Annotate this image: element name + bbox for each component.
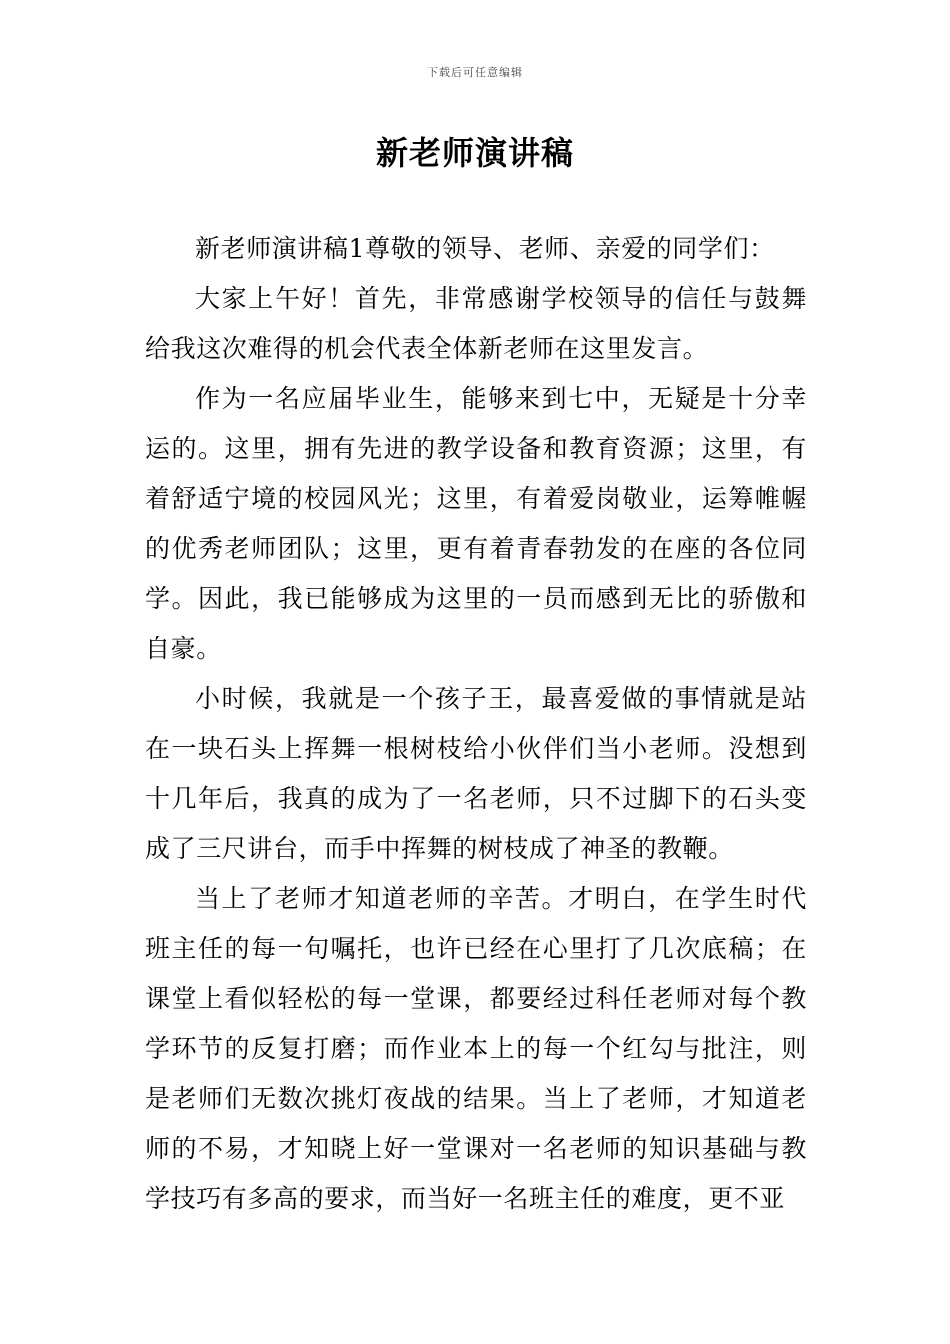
paragraph-childhood: 小时候，我就是一个孩子王，最喜爱做的事情就是站在一块石头上挥舞一根树枝给小伙伴们当小老师。没想到十几年后，我真的成为了一名老师，只不过脚下的石头变成了三尺讲台，而手中挥舞的树枝成了神圣的教鞭。	[145, 684, 807, 863]
paragraph-thanks: 大家上午好！首先，非常感谢学校领导的信任与鼓舞给我这次难得的机会代表全体新老师在这里发言。	[145, 284, 807, 363]
paragraph-teacher-hardship: 当上了老师才知道老师的辛苦。才明白，在学生时代班主任的每一句嘱托，也许已经在心里打了几次底稿；在课堂上看似轻松的每一堂课，都要经过科任老师对每个教学环节的反复打磨；而作业本上的每一个红勾与批注，则是老师们无数次挑灯夜战的结果。当上了老师，才知道老师的不易，才知晓上好一堂课对一名老师的知识基础与教学技巧有多高的要求，而当好一名班主任的难度，更不亚	[145, 884, 807, 1213]
paragraph-school: 作为一名应届毕业生，能够来到七中，无疑是十分幸运的。这里，拥有先进的教学设备和教育资源；这里，有着舒适宁境的校园风光；这里，有着爱岗敬业，运筹帷幄的优秀老师团队；这里，更有着青春勃发的在座的各位同学。因此，我已能够成为这里的一员而感到无比的骄傲和自豪。	[145, 384, 807, 663]
document-body	[145, 224, 807, 1224]
header-note: 下载后可任意编辑	[427, 66, 523, 79]
document-title: 新老师演讲稿	[375, 134, 574, 172]
paragraph-greeting: 新老师演讲稿1尊敬的领导、老师、亲爱的同学们：	[195, 234, 775, 263]
